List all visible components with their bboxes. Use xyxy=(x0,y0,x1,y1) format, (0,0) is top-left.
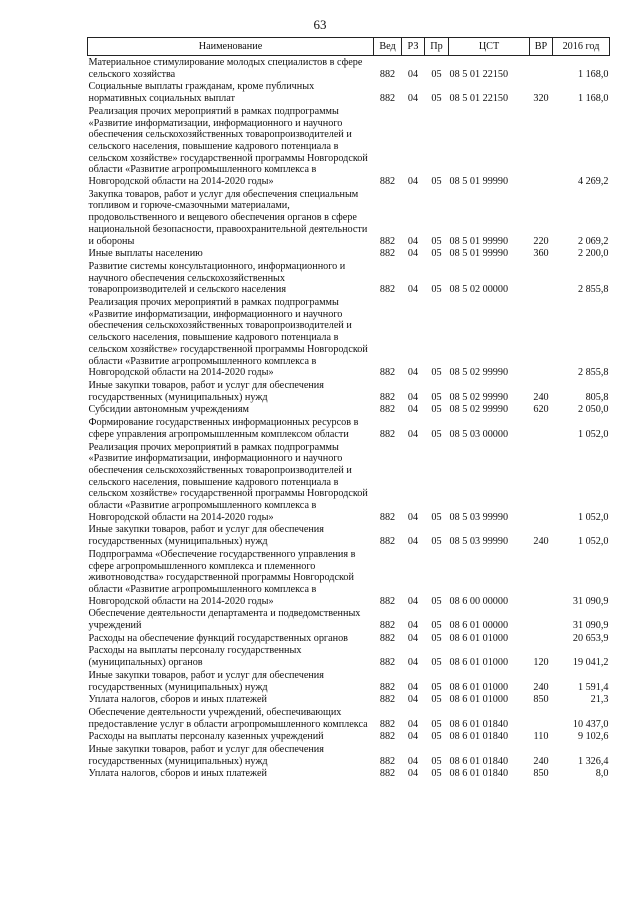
cell-name: Расходы на выплаты персоналу государственных (муниципальных) органов xyxy=(88,645,302,669)
cell-cst: 08 6 00 00000 xyxy=(449,595,509,607)
budget-table xyxy=(87,37,610,780)
cell-vr xyxy=(530,296,553,379)
cell-amount: 10 437,0 xyxy=(572,718,609,730)
cell-vr: 220 xyxy=(533,235,549,247)
cell-ved: 882 xyxy=(379,718,396,730)
cell-amount: 19 041,2 xyxy=(572,657,609,669)
cell-cst: 08 6 01 01840 xyxy=(449,768,509,780)
cell-vr: 850 xyxy=(533,768,549,780)
cell-amount: 1 591,4 xyxy=(577,681,609,693)
cell-pr: 05 xyxy=(431,768,442,780)
cell-cst: 08 6 01 01000 xyxy=(449,632,509,644)
cell-rz: 04 xyxy=(407,93,419,105)
cell-vr xyxy=(530,260,553,296)
header-amount: 2016 год xyxy=(553,38,610,56)
cell-rz: 04 xyxy=(407,248,419,260)
cell-rz: 04 xyxy=(407,176,419,188)
cell-amount: 4 269,2 xyxy=(577,176,609,188)
cell-name: Субсидии автономным учреждениям xyxy=(88,404,249,416)
cell-pr: 05 xyxy=(431,176,442,188)
cell-pr: 05 xyxy=(431,248,442,260)
table-row xyxy=(88,80,610,104)
cell-name: Реализация прочих мероприятий в рамках подпрограммы «Развитие информатизации, информационного и научного обеспечения сельскохозяйственных товаропроизводителей и сельского населения, повышение кадрового потенциала в сельском хозяйстве» государственной программы Новгородской области «Развитие агропромышленного комплекса в Новгородской области на 2014-2020 годы» xyxy=(88,105,368,188)
cell-vr: 240 xyxy=(533,536,549,548)
cell-ved: 882 xyxy=(379,657,396,669)
cell-vr: 360 xyxy=(533,248,549,260)
cell-name: Реализация прочих мероприятий в рамках подпрограммы «Развитие информатизации, информационного и научного обеспечения сельскохозяйственных товаропроизводителей и сельского населения, повышение кадрового потенциала в сельском хозяйстве» государственной программы Новгородской области «Развитие агропромышленного комплекса в Новгородской области на 2014-2020 годы» xyxy=(88,441,368,523)
cell-ved: 882 xyxy=(379,694,396,706)
table-row xyxy=(88,416,610,440)
cell-rz: 04 xyxy=(407,731,419,743)
cell-ved: 882 xyxy=(379,284,396,296)
cell-vr xyxy=(530,706,553,730)
cell-amount: 2 855,8 xyxy=(577,367,609,379)
cell-pr: 05 xyxy=(431,681,442,693)
cell-amount: 1 326,4 xyxy=(577,755,609,767)
cell-vr xyxy=(530,441,553,524)
cell-rz: 04 xyxy=(407,620,419,632)
cell-name: Иные закупки товаров, работ и услуг для обеспечения государственных (муниципальных) нужд xyxy=(88,524,324,548)
cell-cst: 08 6 01 01000 xyxy=(449,657,509,669)
cell-cst: 08 5 01 99990 xyxy=(449,235,509,247)
table-row xyxy=(88,632,610,645)
header-vr: ВР xyxy=(530,38,553,56)
cell-pr: 05 xyxy=(431,235,442,247)
cell-rz: 04 xyxy=(407,404,419,416)
cell-amount: 1 168,0 xyxy=(577,68,609,80)
cell-pr: 05 xyxy=(431,595,442,607)
header-ved: Вед xyxy=(374,38,402,56)
cell-name: Иные закупки товаров, работ и услуг для обеспечения государственных (муниципальных) нужд xyxy=(88,669,324,693)
cell-ved: 882 xyxy=(379,404,396,416)
cell-rz: 04 xyxy=(407,428,419,440)
table-row xyxy=(88,523,610,547)
cell-pr: 05 xyxy=(431,284,442,296)
cell-vr xyxy=(530,56,553,81)
cell-amount: 8,0 xyxy=(595,768,609,780)
cell-ved: 882 xyxy=(379,536,396,548)
cell-rz: 04 xyxy=(407,391,419,403)
cell-amount: 31 090,9 xyxy=(572,595,609,607)
header-cst: ЦСТ xyxy=(449,38,530,56)
cell-pr: 05 xyxy=(431,718,442,730)
cell-amount: 9 102,6 xyxy=(577,731,609,743)
cell-pr: 05 xyxy=(431,657,442,669)
cell-cst: 08 5 01 99990 xyxy=(449,248,509,260)
cell-pr: 05 xyxy=(431,428,442,440)
cell-pr: 05 xyxy=(431,511,442,523)
cell-pr: 05 xyxy=(431,620,442,632)
table-row xyxy=(88,607,610,631)
cell-vr: 320 xyxy=(533,93,549,105)
cell-ved: 882 xyxy=(379,511,396,523)
cell-amount: 1 052,0 xyxy=(577,428,609,440)
cell-name: Иные выплаты населению xyxy=(88,248,203,260)
cell-vr: 620 xyxy=(533,404,549,416)
cell-ved: 882 xyxy=(379,367,396,379)
cell-cst: 08 5 03 99990 xyxy=(449,511,509,523)
cell-vr: 240 xyxy=(533,755,549,767)
cell-ved: 882 xyxy=(379,391,396,403)
cell-vr xyxy=(530,607,553,631)
table-row xyxy=(88,669,610,693)
cell-name: Подпрограмма «Обеспечение государственного управления в сфере агропромышленного комплекса и племенного животноводства» государственной программы Новгородской области «Развитие агропромышленного комплекса в Новгородской области на 2014-2020 годы» xyxy=(88,548,356,607)
cell-name: Уплата налогов, сборов и иных платежей xyxy=(88,694,267,706)
cell-vr: 120 xyxy=(533,657,549,669)
cell-amount: 2 855,8 xyxy=(577,284,609,296)
cell-name: Расходы на выплаты персоналу казенных учреждений xyxy=(88,731,324,743)
cell-amount: 2 069,2 xyxy=(577,235,609,247)
table-row xyxy=(88,693,610,706)
cell-vr xyxy=(530,105,553,188)
cell-name: Социальные выплаты гражданам, кроме публичных нормативных социальных выплат xyxy=(88,81,315,105)
cell-rz: 04 xyxy=(407,681,419,693)
cell-ved: 882 xyxy=(379,248,396,260)
cell-name: Уплата налогов, сборов и иных платежей xyxy=(88,768,267,780)
cell-name: Обеспечение деятельности учреждений, обеспечивающих предоставление услуг в области агропромышленного комплекса xyxy=(88,706,368,730)
cell-ved: 882 xyxy=(379,428,396,440)
cell-rz: 04 xyxy=(407,694,419,706)
cell-cst: 08 5 02 00000 xyxy=(449,284,509,296)
cell-amount: 21,3 xyxy=(590,694,609,706)
cell-amount: 805,8 xyxy=(585,391,609,403)
table-row xyxy=(88,403,610,416)
cell-rz: 04 xyxy=(407,511,419,523)
cell-ved: 882 xyxy=(379,176,396,188)
cell-vr xyxy=(530,632,553,645)
cell-rz: 04 xyxy=(407,632,419,644)
cell-name: Развитие системы консультационного, информационного и научного обеспечения сельскохозяйственных товаропроизводителей и сельского населения xyxy=(88,260,346,296)
cell-amount: 1 052,0 xyxy=(577,536,609,548)
cell-name: Расходы на обеспечение функций государственных органов xyxy=(88,632,348,644)
cell-vr: 110 xyxy=(533,731,549,743)
cell-cst: 08 5 01 22150 xyxy=(449,68,509,80)
cell-name: Обеспечение деятельности департамента и подведомственных учреждений xyxy=(88,608,361,632)
cell-amount: 20 653,9 xyxy=(572,632,609,644)
cell-ved: 882 xyxy=(379,632,396,644)
cell-ved: 882 xyxy=(379,681,396,693)
cell-amount: 1 168,0 xyxy=(577,93,609,105)
cell-cst: 08 6 01 01840 xyxy=(449,718,509,730)
cell-vr xyxy=(530,416,553,440)
cell-cst: 08 5 02 99990 xyxy=(449,391,509,403)
cell-cst: 08 6 01 01840 xyxy=(449,755,509,767)
cell-ved: 882 xyxy=(379,68,396,80)
cell-vr xyxy=(530,548,553,608)
cell-rz: 04 xyxy=(407,536,419,548)
cell-ved: 882 xyxy=(379,731,396,743)
table-row xyxy=(88,548,610,608)
cell-pr: 05 xyxy=(431,367,442,379)
cell-rz: 04 xyxy=(407,755,419,767)
cell-ved: 882 xyxy=(379,595,396,607)
table-row xyxy=(88,296,610,379)
table-row xyxy=(88,260,610,296)
cell-amount: 2 200,0 xyxy=(577,248,609,260)
cell-rz: 04 xyxy=(407,367,419,379)
table-body xyxy=(88,56,610,781)
cell-amount: 2 050,0 xyxy=(577,404,609,416)
cell-cst: 08 5 02 99990 xyxy=(449,404,509,416)
cell-name: Реализация прочих мероприятий в рамках подпрограммы «Развитие информатизации, информационного и научного обеспечения сельскохозяйственных товаропроизводителей и сельского населения, повышение кадрового потенциала в сельском хозяйстве» государственной программы Новгородской области «Развитие агропромышленного комплекса в Новгородской области на 2014-2020 годы» xyxy=(88,297,368,379)
table-row xyxy=(88,767,610,780)
table-row xyxy=(88,188,610,248)
cell-name: Иные закупки товаров, работ и услуг для обеспечения государственных (муниципальных) нужд xyxy=(88,744,324,767)
cell-cst: 08 5 01 22150 xyxy=(449,93,509,105)
cell-amount: 1 052,0 xyxy=(577,511,609,523)
cell-vr: 240 xyxy=(533,391,549,403)
cell-cst: 08 6 01 00000 xyxy=(449,620,509,632)
table-row xyxy=(88,379,610,403)
cell-cst: 08 6 01 01840 xyxy=(449,731,509,743)
header-row xyxy=(88,38,610,56)
cell-pr: 05 xyxy=(431,632,442,644)
header-rz: РЗ xyxy=(402,38,425,56)
cell-pr: 05 xyxy=(431,68,442,80)
table-row xyxy=(88,56,610,81)
table-row xyxy=(88,441,610,524)
cell-name: Формирование государственных информационных ресурсов в сфере управления агропромышленным комплексом области xyxy=(88,417,359,440)
cell-pr: 05 xyxy=(431,694,442,706)
header-name: Наименование xyxy=(88,38,374,56)
cell-vr: 240 xyxy=(533,681,549,693)
cell-cst: 08 5 01 99990 xyxy=(449,176,509,188)
cell-rz: 04 xyxy=(407,657,419,669)
cell-ved: 882 xyxy=(379,235,396,247)
cell-ved: 882 xyxy=(379,620,396,632)
cell-rz: 04 xyxy=(407,235,419,247)
cell-ved: 882 xyxy=(379,93,396,105)
cell-cst: 08 6 01 01000 xyxy=(449,681,509,693)
cell-name: Материальное стимулирование молодых специалистов в сфере сельского хозяйства xyxy=(88,57,363,80)
cell-rz: 04 xyxy=(407,768,419,780)
cell-rz: 04 xyxy=(407,68,419,80)
cell-pr: 05 xyxy=(431,755,442,767)
table-row xyxy=(88,743,610,767)
cell-pr: 05 xyxy=(431,731,442,743)
cell-pr: 05 xyxy=(431,93,442,105)
cell-rz: 04 xyxy=(407,284,419,296)
cell-pr: 05 xyxy=(431,391,442,403)
cell-cst: 08 5 03 00000 xyxy=(449,428,509,440)
cell-name: Закупка товаров, работ и услуг для обеспечения специальным топливом и горюче-смазочными материалами, продовольственного и вещевого обеспечения органов в сфере национальной безопасности, правоохранительной деятельности и обороны xyxy=(88,188,368,247)
cell-vr: 850 xyxy=(533,694,549,706)
table-row xyxy=(88,644,610,668)
cell-cst: 08 5 03 99990 xyxy=(449,536,509,548)
cell-cst: 08 5 02 99990 xyxy=(449,367,509,379)
table-row xyxy=(88,247,610,260)
cell-cst: 08 6 01 01000 xyxy=(449,694,509,706)
table-row xyxy=(88,105,610,188)
cell-name: Иные закупки товаров, работ и услуг для обеспечения государственных (муниципальных) нужд xyxy=(88,379,324,403)
cell-amount: 31 090,9 xyxy=(572,620,609,632)
header-pr: Пр xyxy=(425,38,449,56)
cell-pr: 05 xyxy=(431,404,442,416)
cell-rz: 04 xyxy=(407,718,419,730)
cell-pr: 05 xyxy=(431,536,442,548)
cell-rz: 04 xyxy=(407,595,419,607)
cell-ved: 882 xyxy=(379,768,396,780)
cell-ved: 882 xyxy=(379,755,396,767)
table-row xyxy=(88,730,610,743)
page-number: 63 xyxy=(313,17,327,32)
table-row xyxy=(88,706,610,730)
